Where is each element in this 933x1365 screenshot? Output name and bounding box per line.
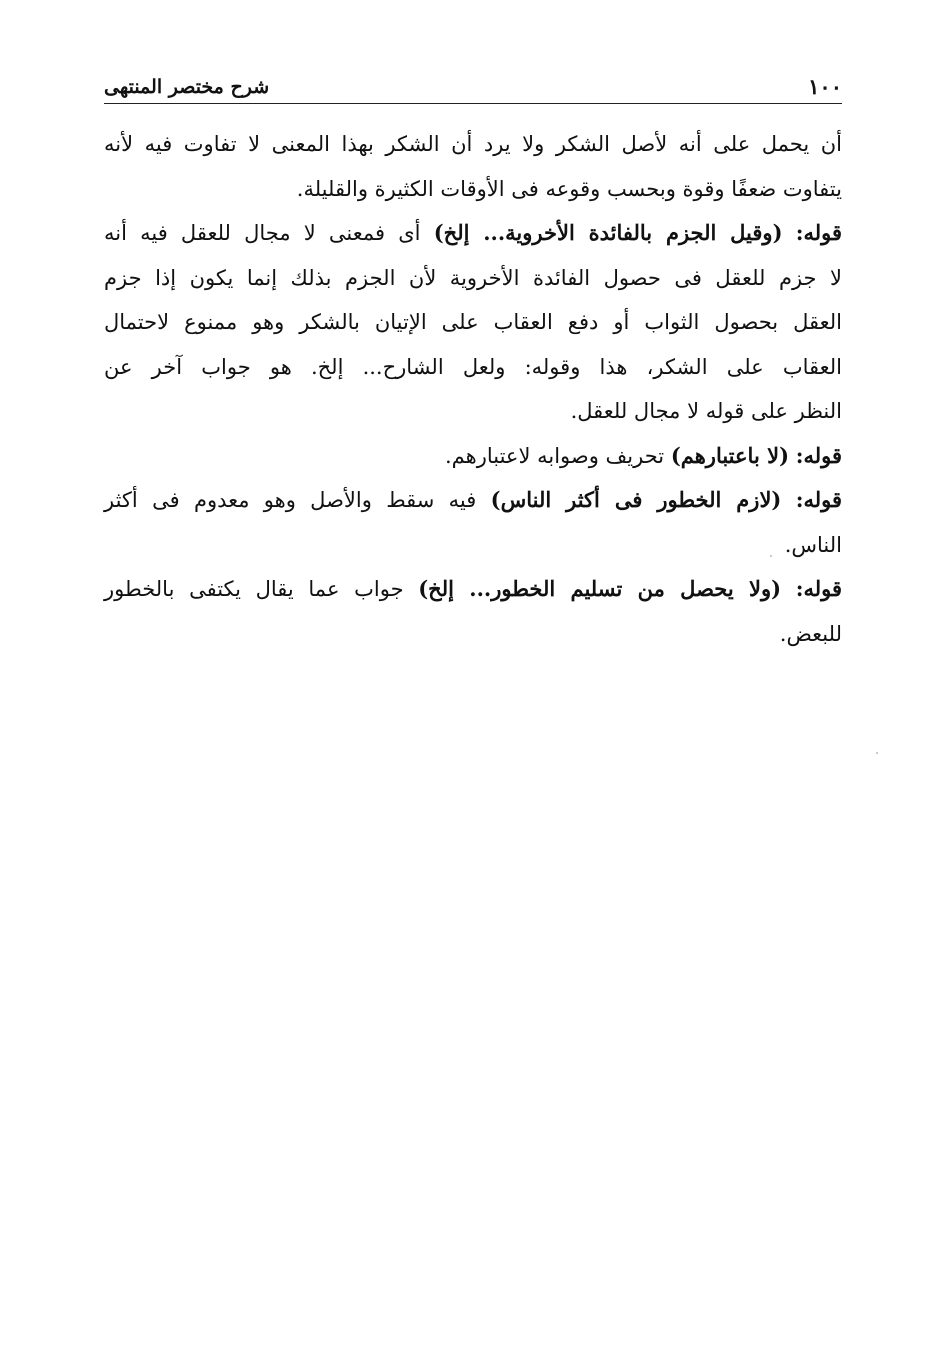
running-title: شرح مختصر المنتهى <box>104 76 270 98</box>
commentary-text: جواب عما يقال يكتفى بالخطور <box>104 577 404 601</box>
commentary-text: أى فمعنى لا مجال للعقل فيه أنه <box>104 221 421 245</box>
text-line: العقاب على الشكر، هذا وقوله: ولعل الشارح... إلخ. هو جواب آخر عن <box>104 354 842 379</box>
scan-speck <box>770 555 772 557</box>
quoted-lemma: (ولا يحصل من تسليم الخطور... إلخ) <box>418 576 782 601</box>
commentary-line <box>104 434 842 479</box>
page-header <box>104 72 842 102</box>
text-line: النظر على قوله لا مجال للعقل. <box>570 399 842 423</box>
text-line: الناس. <box>784 532 842 557</box>
quoted-lemma: (وقيل الجزم بالفائدة الأخروية... إلخ) <box>433 220 783 245</box>
scan-speck <box>876 752 878 754</box>
text-line: العقل بحصول الثواب أو دفع العقاب على الإتيان بالشكر وهو ممنوع لاحتمال <box>104 310 842 334</box>
commentary-line <box>104 211 842 256</box>
text-line: أن يحمل على أنه لأصل الشكر ولا يرد أن الشكر بهذا المعنى لا تفاوت فيه لأنه <box>104 132 842 156</box>
text-line: يتفاوت ضعفًا وقوة وبحسب وقوعه فى الأوقات الكثيرة والقليلة. <box>296 176 842 201</box>
lemma-label: قوله: <box>795 442 842 468</box>
text-line: للبعض. <box>779 621 842 646</box>
commentary-text: فيه سقط والأصل وهو معدوم فى أكثر <box>104 488 477 512</box>
commentary-line <box>104 478 842 523</box>
lemma-label: قوله: <box>795 220 842 245</box>
commentary-line <box>104 567 842 612</box>
body-text <box>104 122 842 656</box>
page-number: ١٠٠ <box>808 74 842 99</box>
lemma-label: قوله: <box>795 576 842 601</box>
lemma-label: قوله: <box>795 487 842 512</box>
commentary-text: تحريف وصوابه لاعتبارهم. <box>444 443 665 468</box>
header-rule <box>104 103 842 104</box>
quoted-lemma: (لازم الخطور فى أكثر الناس) <box>490 487 782 512</box>
text-line: لا جزم للعقل فى حصول الفائدة الأخروية لأن الجزم بذلك إنما يكون إذا جزم <box>104 265 842 290</box>
quoted-lemma: (لا باعتبارهم) <box>670 442 790 468</box>
